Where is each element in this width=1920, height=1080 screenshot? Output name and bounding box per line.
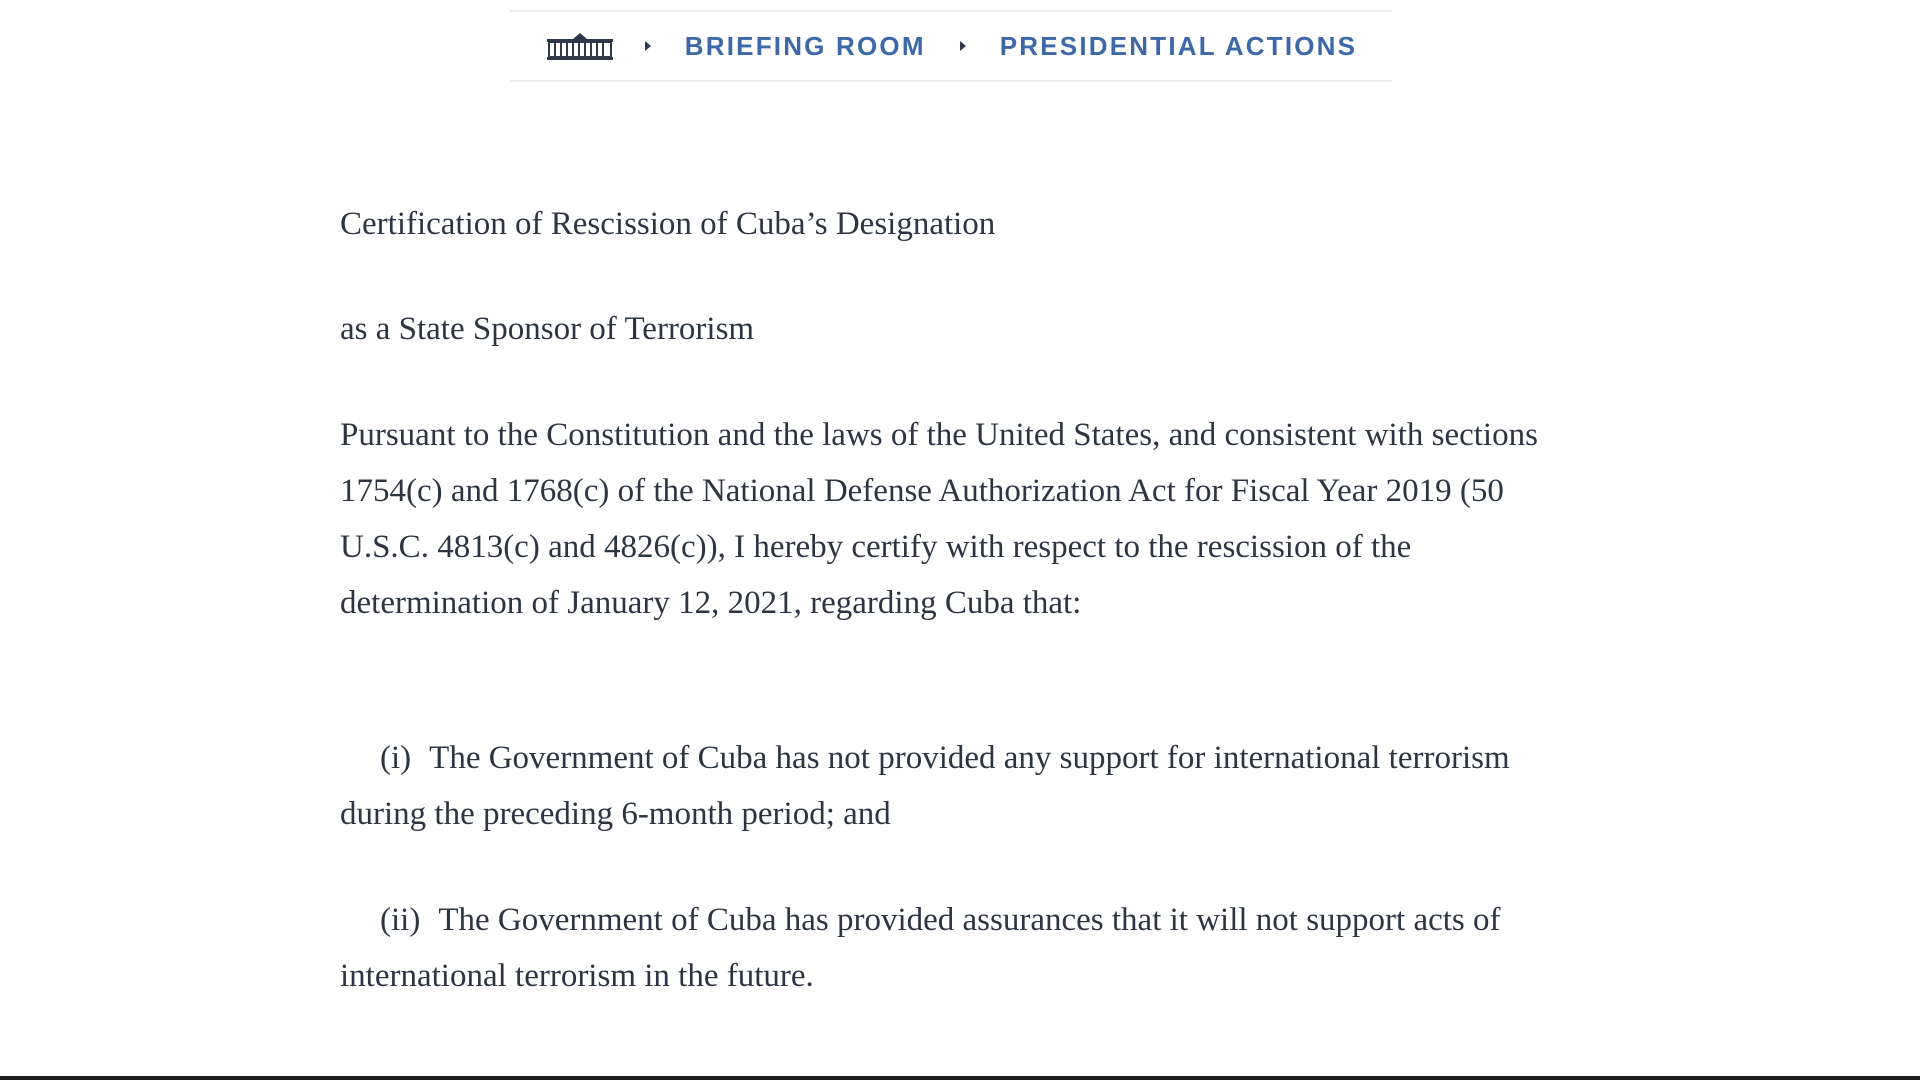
breadcrumb [510,10,1392,82]
breadcrumb-presidential-actions[interactable]: PRESIDENTIAL ACTIONS [999,30,1358,61]
clause-text: The Government of Cuba has provided assurances that it will not support acts of international terrorism in the future. [340,902,1501,994]
clause-marker: (i) [380,740,412,776]
clause-text: The Government of Cuba has not provided any support for international terrorism during the preceding 6-month period; and [340,740,1510,832]
document-title-line-1: Certification of Rescission of Cuba’s Designation [340,206,996,242]
white-house-icon[interactable] [545,29,615,63]
bottom-edge-divider [0,1076,1920,1080]
intro-paragraph: Pursuant to the Constitution and the laws of the United States, and consistent with sections 1754(c) and 1768(c) of the National Defense Authorization Act for Fiscal Year 2019 (50 U.S.C. 4813(c) and 4826(c)), I hereby certify with respect to the rescission of the determination of January 12, 2021, regarding Cuba that: [340,417,1538,621]
clause-ii [340,892,1580,1004]
caret-right-icon [960,41,966,51]
document-title-line-2: as a State Sponsor of Terrorism [340,311,755,347]
caret-right-icon [645,41,651,51]
clause-i [340,730,1580,842]
clause-marker: (ii) [380,902,421,938]
breadcrumb-briefing-room[interactable]: BRIEFING ROOM [684,30,926,61]
